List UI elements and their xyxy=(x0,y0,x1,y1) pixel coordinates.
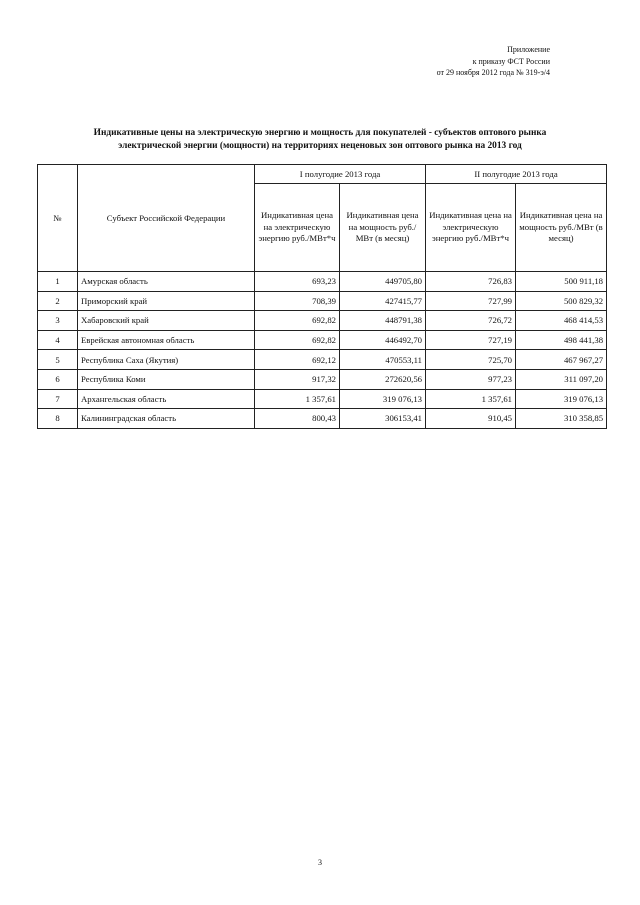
row-subject: Еврейская автономная область xyxy=(78,330,255,350)
row-h2-capacity: 311 097,20 xyxy=(516,369,607,389)
row-h2-capacity: 498 441,38 xyxy=(516,330,607,350)
row-subject: Архангельская область xyxy=(78,389,255,409)
row-h1-energy: 708,39 xyxy=(255,291,340,311)
row-h2-energy: 727,19 xyxy=(426,330,516,350)
table-row xyxy=(38,350,607,370)
row-h1-capacity: 306153,41 xyxy=(340,409,426,429)
row-h1-energy: 1 357,61 xyxy=(255,389,340,409)
title-line-1: Индикативные цены на электрическую энергию и мощность для покупателей - субъектов оптового рынка xyxy=(93,128,547,138)
row-h1-capacity: 470553,11 xyxy=(340,350,426,370)
row-number: 8 xyxy=(38,409,78,429)
row-h2-energy: 725,70 xyxy=(426,350,516,370)
row-h1-capacity: 319 076,13 xyxy=(340,389,426,409)
row-h2-capacity: 319 076,13 xyxy=(516,389,607,409)
annex-line-order: к приказу ФСТ России xyxy=(472,56,550,66)
row-subject: Калининградская область xyxy=(78,409,255,429)
header-h2-energy-price: Индикативная цена на электрическую энергию руб./МВт*ч xyxy=(426,184,516,272)
row-h1-capacity: 272620,56 xyxy=(340,369,426,389)
table-row xyxy=(38,311,607,331)
table-row xyxy=(38,330,607,350)
table-row xyxy=(38,409,607,429)
row-h2-energy: 727,99 xyxy=(426,291,516,311)
row-number: 2 xyxy=(38,291,78,311)
row-h1-energy: 692,82 xyxy=(255,330,340,350)
prices-table xyxy=(37,164,607,429)
row-number: 5 xyxy=(38,350,78,370)
annex-line-date: от 29 ноября 2012 года № 319-э/4 xyxy=(436,68,550,77)
row-h1-energy: 692,82 xyxy=(255,311,340,331)
row-subject: Приморский край xyxy=(78,291,255,311)
header-h2-capacity-price: Индикативная цена на мощность руб./МВт (в месяц) xyxy=(516,184,607,272)
row-h1-capacity: 446492,70 xyxy=(340,330,426,350)
row-number: 3 xyxy=(38,311,78,331)
table-row xyxy=(38,272,607,292)
header-h1-capacity-price: Индикативная цена на мощность руб./МВт (в месяц) xyxy=(340,184,426,272)
table-row xyxy=(38,389,607,409)
annex-line-appendix: Приложение xyxy=(507,45,550,54)
row-subject: Хабаровский край xyxy=(78,311,255,331)
row-h2-capacity: 468 414,53 xyxy=(516,311,607,331)
row-h2-energy: 977,23 xyxy=(426,369,516,389)
row-h1-capacity: 449705,80 xyxy=(340,272,426,292)
row-h2-energy: 910,45 xyxy=(426,409,516,429)
row-h2-energy: 726,72 xyxy=(426,311,516,331)
row-h1-energy: 800,43 xyxy=(255,409,340,429)
row-h2-capacity: 310 358,85 xyxy=(516,409,607,429)
annex-header xyxy=(380,44,550,79)
header-subject: Субъект Российской Федерации xyxy=(78,165,255,272)
page-number: 3 xyxy=(318,858,322,867)
row-h2-capacity: 467 967,27 xyxy=(516,350,607,370)
row-subject: Республика Саха (Якутия) xyxy=(78,350,255,370)
table-row xyxy=(38,291,607,311)
row-h2-capacity: 500 829,32 xyxy=(516,291,607,311)
row-subject: Амурская область xyxy=(78,272,255,292)
title-line-2: электрической энергии (мощности) на территориях неценовых зон оптового рынка на 2013 год xyxy=(118,141,522,151)
row-number: 7 xyxy=(38,389,78,409)
row-h2-energy: 1 357,61 xyxy=(426,389,516,409)
row-h2-capacity: 500 911,18 xyxy=(516,272,607,292)
row-number: 4 xyxy=(38,330,78,350)
row-h1-capacity: 448791,38 xyxy=(340,311,426,331)
row-subject: Республика Коми xyxy=(78,369,255,389)
row-h2-energy: 726,83 xyxy=(426,272,516,292)
row-h1-energy: 693,23 xyxy=(255,272,340,292)
document-title xyxy=(40,127,600,153)
row-number: 6 xyxy=(38,369,78,389)
row-h1-capacity: 427415,77 xyxy=(340,291,426,311)
header-second-half: II полугодие 2013 года xyxy=(426,165,607,184)
row-h1-energy: 917,32 xyxy=(255,369,340,389)
header-h1-energy-price: Индикативная цена на электрическую энергию руб./МВт*ч xyxy=(255,184,340,272)
row-h1-energy: 692,12 xyxy=(255,350,340,370)
row-number: 1 xyxy=(38,272,78,292)
header-first-half: I полугодие 2013 года xyxy=(255,165,426,184)
header-number: № xyxy=(38,165,78,272)
table-row xyxy=(38,369,607,389)
